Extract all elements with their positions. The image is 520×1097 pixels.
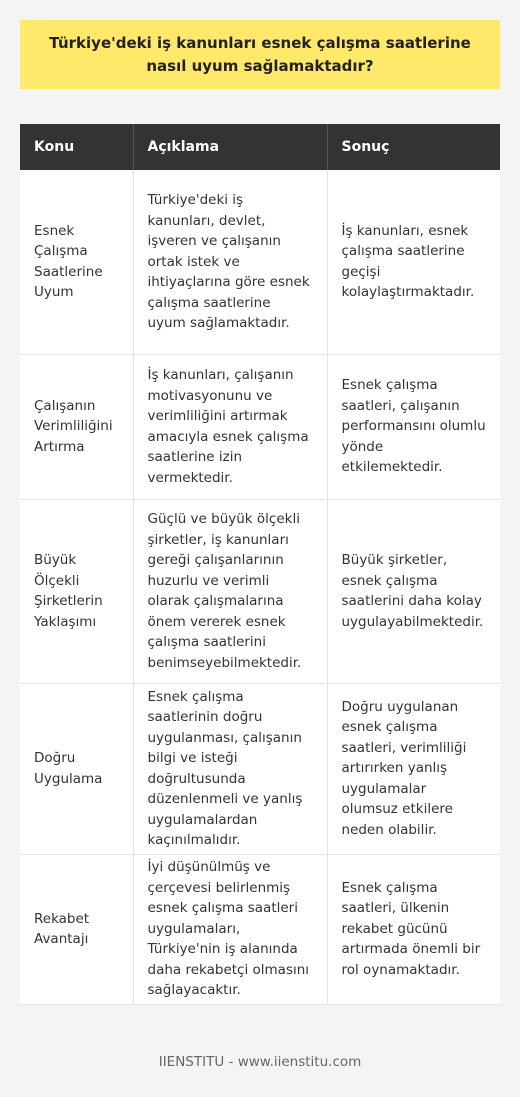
topic-cell: Rekabet Avantajı bbox=[20, 854, 133, 1004]
description-cell: Güçlü ve büyük ölçekli şirketler, iş kanunları gereği çalışanlarının huzurlu ve verimli olarak çalışmalarına önem vererek esnek çalışma saatlerini benimseyebilmektedir. bbox=[133, 499, 327, 683]
description-cell: Türkiye'deki iş kanunları, devlet, işveren ve çalışanın ortak istek ve ihtiyaçlarına göre esnek çalışma saatlerine uyum sağlamaktadır. bbox=[133, 170, 327, 354]
result-cell: Büyük şirketler, esnek çalışma saatlerini daha kolay uygulayabilmektedir. bbox=[327, 499, 500, 683]
column-header-result: Sonuç bbox=[327, 124, 500, 170]
table-row bbox=[20, 683, 500, 854]
table-row bbox=[20, 854, 500, 1004]
result-cell: Doğru uygulanan esnek çalışma saatleri, verimliliği artırırken yanlış uygulamalar olumsuz etkilere neden olabilir. bbox=[327, 683, 500, 854]
topic-cell: Büyük Ölçekli Şirketlerin Yaklaşımı bbox=[20, 499, 133, 683]
topic-cell: Doğru Uygulama bbox=[20, 683, 133, 854]
result-cell: İş kanunları, esnek çalışma saatlerine geçişi kolaylaştırmaktadır. bbox=[327, 170, 500, 354]
table-row bbox=[20, 354, 500, 499]
description-cell: İş kanunları, çalışanın motivasyonunu ve verimliliğini artırmak amacıyla esnek çalışma saatlerine izin vermektedir. bbox=[133, 354, 327, 499]
info-table bbox=[20, 124, 500, 1005]
table-header-row bbox=[20, 124, 500, 170]
column-header-topic: Konu bbox=[20, 124, 133, 170]
footer-credit: IIENSTITU - www.iienstitu.com bbox=[158, 1054, 362, 1070]
description-cell: İyi düşünülmüş ve çerçevesi belirlenmiş esnek çalışma saatleri uygulamaları, Türkiye'nin iş alanında daha rekabetçi olmasını sağlayacaktır. bbox=[133, 854, 327, 1004]
topic-cell: Çalışanın Verimliliğini Artırma bbox=[20, 354, 133, 499]
result-cell: Esnek çalışma saatleri, ülkenin rekabet gücünü artırmada önemli bir rol oynamaktadır. bbox=[327, 854, 500, 1004]
table-row bbox=[20, 170, 500, 354]
description-cell: Esnek çalışma saatlerinin doğru uygulanması, çalışanın bilgi ve isteği doğrultusunda düzenlenmeli ve yanlış uygulamalardan kaçınılmalıdır. bbox=[133, 683, 327, 854]
topic-cell: Esnek Çalışma Saatlerine Uyum bbox=[20, 170, 133, 354]
result-cell: Esnek çalışma saatleri, çalışanın performansını olumlu yönde etkilemektedir. bbox=[327, 354, 500, 499]
page-title: Türkiye'deki iş kanunları esnek çalışma saatlerine nasıl uyum sağlamaktadır? bbox=[20, 20, 500, 89]
column-header-description: Açıklama bbox=[133, 124, 327, 170]
table-row bbox=[20, 499, 500, 683]
